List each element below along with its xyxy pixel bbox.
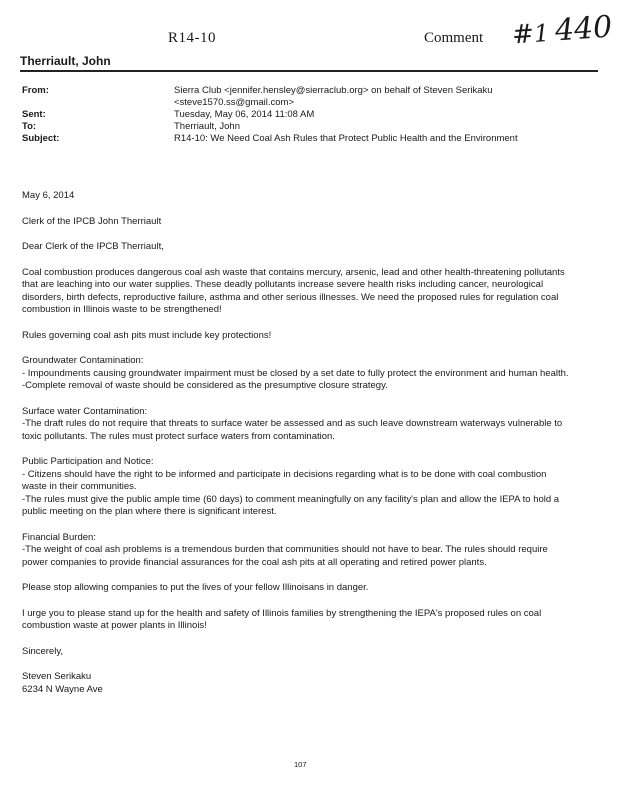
from-line-1: Sierra Club <jennifer.hensley@sierraclub.org> on behalf of Steven Serikaku [174,85,493,96]
comment-label: Comment [424,30,484,46]
letter-salutation: Dear Clerk of the IPCB Therriault, [22,241,164,252]
handwritten-comment-number [511,9,614,51]
letter-body [22,190,572,696]
email-header [22,85,597,145]
handwritten-small-number: 1 [532,18,551,48]
hash-mark: # [511,19,535,51]
financial-burden-heading: Financial Burden: [22,531,96,543]
groundwater-item-2: -Complete removal of waste should be considered as the presumptive closure strategy. [22,380,388,391]
sent-label: Sent: [22,109,46,120]
stop-allowing-paragraph: Please stop allowing companies to put the lives of your fellow Illinoisans in danger. [22,582,369,593]
groundwater-heading: Groundwater Contamination: [22,355,144,366]
signer-name: Steven Serikaku [22,671,92,682]
public-participation-item-1: - Citizens should have the right to be informed and participate in decisions regarding what is to be done with coal combustion waste in their communities. [22,468,547,492]
signer-address: 6234 N Wayne Ave [22,683,103,695]
subject-value: R14-10: We Need Coal Ash Rules that Protect Public Health and the Environment [174,133,518,144]
closing: Sincerely, [22,645,64,657]
key-protections-paragraph: Rules governing coal ash pits must include key protections! [22,329,272,341]
sent-row [22,109,597,121]
docket-number: R14-10 [168,30,216,46]
recipient-name-heading: Therriault, John [20,54,111,68]
to-label: To: [22,121,37,132]
handwritten-large-number: 440 [553,9,614,49]
intro-paragraph: Coal combustion produces dangerous coal ash waste that contains mercury, arsenic, lead and other health-threatening pollutants that are leaching into our water supplies. These deadly pollutants increase severe health risks including cancer, neurological disorders, birth defects, reproductive failure, asthma and other serious illnesses. We need the proposed rules for regulation coal combustion in Illinois waste to be strengthened! [22,266,565,315]
letter-date: May 6, 2014 [22,190,75,201]
surface-water-heading: Surface water Contamination: [22,405,148,417]
sent-value: Tuesday, May 06, 2014 11:08 AM [174,109,315,120]
from-label: From: [22,85,49,96]
heading-divider [20,70,598,72]
subject-label: Subject: [22,133,60,144]
from-row [22,85,597,109]
subject-row [22,133,597,145]
to-value: Therriault, John [174,121,241,132]
from-value [174,85,597,109]
signature-block [22,671,572,696]
public-participation-heading: Public Participation and Notice: [22,456,154,467]
to-row [22,121,597,133]
urge-paragraph: I urge you to please stand up for the health and safety of Illinois families by strengthening the IEPA's proposed rules on coal combustion waste at power plants in Illinois! [22,607,542,631]
surface-water-item-1: -The draft rules do not require that threats to surface water be assessed and as such leave downstream waterways vulnerable to toxic pollutants. The rules must protect surface waters from contamination. [22,418,563,442]
page-number: 107 [294,760,307,769]
from-line-2: <steve1570.ss@gmail.com> [174,97,295,108]
letter-addressee: Clerk of the IPCB John Therriault [22,215,162,227]
public-participation-item-2: -The rules must give the public ample time (60 days) to comment meaningfully on any facility's plan and allow the IEPA to hold a public meeting on the plan where there is significant interest. [22,493,560,517]
financial-burden-item-1: -The weight of coal ash problems is a tremendous burden that communities should not have to bear. The rules should require power companies to provide financial assurances for the coal ash pits at all operating and retired power plants. [22,544,548,568]
groundwater-item-1: - Impoundments causing groundwater impairment must be closed by a set date to fully protect the environment and human health. [22,367,569,379]
